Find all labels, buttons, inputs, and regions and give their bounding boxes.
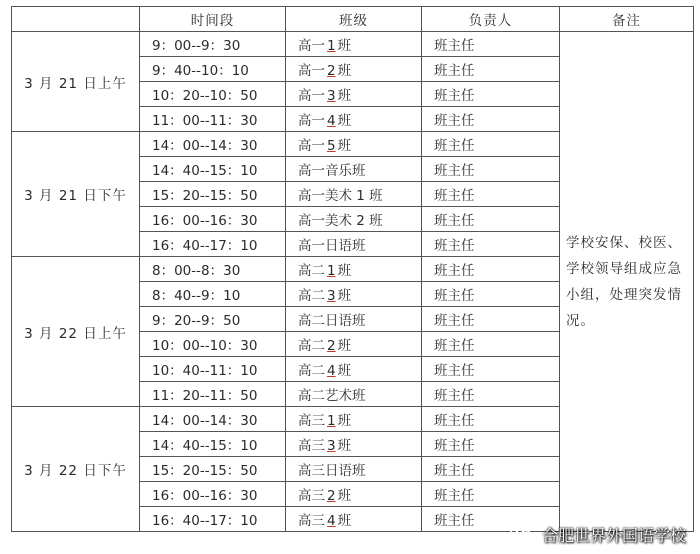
class-cell — [286, 382, 422, 407]
date-cell: 3 月 22 日下午 — [12, 407, 140, 532]
class-suffix: 班 — [337, 263, 352, 279]
time-cell: 16：40--17：10 — [140, 232, 286, 257]
class-grade: 高二日语班 — [298, 313, 366, 329]
class-grade: 高一 — [298, 38, 325, 54]
class-number: 3 — [327, 438, 336, 454]
time-cell: 14：40--15：10 — [140, 432, 286, 457]
note-cell: 学校安保、校医、学校领导组成应急小组，处理突发情况。 — [560, 32, 694, 532]
time-cell: 10：40--11：10 — [140, 357, 286, 382]
class-cell — [286, 57, 422, 82]
class-grade: 高二 — [298, 288, 325, 304]
class-grade: 高一日语班 — [298, 238, 366, 254]
class-cell — [286, 482, 422, 507]
class-number: 3 — [327, 288, 336, 304]
class-number: 4 — [327, 513, 336, 529]
watermark — [510, 523, 686, 546]
class-cell — [286, 257, 422, 282]
class-cell — [286, 332, 422, 357]
class-suffix: 班 — [337, 438, 352, 454]
class-grade: 高二 — [298, 363, 325, 379]
class-suffix: 班 — [337, 138, 352, 154]
class-cell — [286, 82, 422, 107]
class-suffix: 班 — [337, 63, 352, 79]
class-grade: 高三 — [298, 488, 325, 504]
wechat-icon — [510, 524, 536, 546]
owner-cell: 班主任 — [422, 307, 560, 332]
class-number: 2 — [327, 488, 336, 504]
class-grade: 高三日语班 — [298, 463, 366, 479]
class-number: 4 — [327, 363, 336, 379]
time-cell: 9：20--9：50 — [140, 307, 286, 332]
class-grade: 高二 — [298, 338, 325, 354]
owner-cell: 班主任 — [422, 107, 560, 132]
class-cell — [286, 407, 422, 432]
class-cell — [286, 282, 422, 307]
time-cell: 11：20--11：50 — [140, 382, 286, 407]
class-grade: 高一 — [298, 88, 325, 104]
class-grade: 高三 — [298, 513, 325, 529]
schedule-table — [11, 6, 694, 532]
time-cell: 16：00--16：30 — [140, 482, 286, 507]
owner-cell: 班主任 — [422, 432, 560, 457]
date-cell: 3 月 21 日上午 — [12, 32, 140, 132]
class-grade: 高一音乐班 — [298, 163, 366, 179]
owner-cell: 班主任 — [422, 482, 560, 507]
class-cell — [286, 182, 422, 207]
owner-cell: 班主任 — [422, 282, 560, 307]
class-grade: 高一 — [298, 63, 325, 79]
owner-cell: 班主任 — [422, 382, 560, 407]
class-cell — [286, 107, 422, 132]
class-suffix: 班 — [337, 363, 352, 379]
class-grade: 高二 — [298, 263, 325, 279]
class-suffix: 班 — [337, 413, 352, 429]
date-cell: 3 月 22 日上午 — [12, 257, 140, 407]
owner-cell: 班主任 — [422, 407, 560, 432]
owner-cell: 班主任 — [422, 332, 560, 357]
class-number: 2 — [327, 338, 336, 354]
owner-cell: 班主任 — [422, 57, 560, 82]
class-cell — [286, 457, 422, 482]
time-cell: 8：40--9：10 — [140, 282, 286, 307]
class-suffix: 班 — [337, 88, 352, 104]
owner-cell: 班主任 — [422, 257, 560, 282]
class-cell — [286, 32, 422, 57]
class-suffix: 班 — [337, 288, 352, 304]
class-number: 1 — [327, 263, 336, 279]
class-number: 1 — [327, 413, 336, 429]
schedule-body — [12, 32, 694, 532]
time-cell: 10：00--10：30 — [140, 332, 286, 357]
header-date — [12, 7, 140, 32]
time-cell: 16：40--17：10 — [140, 507, 286, 532]
class-grade: 高三 — [298, 413, 325, 429]
class-cell — [286, 157, 422, 182]
class-suffix: 班 — [337, 38, 352, 54]
owner-cell: 班主任 — [422, 82, 560, 107]
header-row — [12, 7, 694, 32]
header-note: 备注 — [560, 7, 694, 32]
time-cell: 14：00--14：30 — [140, 132, 286, 157]
owner-cell: 班主任 — [422, 132, 560, 157]
class-grade: 高二艺术班 — [298, 388, 366, 404]
owner-cell: 班主任 — [422, 182, 560, 207]
class-cell — [286, 357, 422, 382]
date-cell: 3 月 21 日下午 — [12, 132, 140, 257]
time-cell: 14：00--14：30 — [140, 407, 286, 432]
owner-cell: 班主任 — [422, 32, 560, 57]
owner-cell: 班主任 — [422, 457, 560, 482]
class-suffix: 班 — [337, 513, 352, 529]
class-cell — [286, 432, 422, 457]
class-number: 2 — [327, 63, 336, 79]
watermark-text: 合肥世界外国语学校 — [541, 526, 686, 545]
owner-cell: 班主任 — [422, 357, 560, 382]
class-cell — [286, 507, 422, 532]
class-suffix: 班 — [337, 113, 352, 129]
time-cell: 15：20--15：50 — [140, 457, 286, 482]
class-cell — [286, 232, 422, 257]
class-number: 5 — [327, 138, 336, 154]
class-suffix: 班 — [337, 488, 352, 504]
class-grade: 高一美术 2 班 — [298, 213, 383, 229]
owner-cell: 班主任 — [422, 157, 560, 182]
time-cell: 9：40--10：10 — [140, 57, 286, 82]
time-cell: 16：00--16：30 — [140, 207, 286, 232]
time-cell: 14：40--15：10 — [140, 157, 286, 182]
class-cell — [286, 132, 422, 157]
class-number: 4 — [327, 113, 336, 129]
class-number: 3 — [327, 88, 336, 104]
time-cell: 11：00--11：30 — [140, 107, 286, 132]
owner-cell: 班主任 — [422, 232, 560, 257]
class-grade: 高一美术 1 班 — [298, 188, 383, 204]
header-owner: 负责人 — [422, 7, 560, 32]
time-cell: 8：00--8：30 — [140, 257, 286, 282]
header-time: 时间段 — [140, 7, 286, 32]
class-number: 1 — [327, 38, 336, 54]
class-suffix: 班 — [337, 338, 352, 354]
class-cell — [286, 307, 422, 332]
class-cell — [286, 207, 422, 232]
owner-cell: 班主任 — [422, 507, 560, 532]
class-grade: 高一 — [298, 138, 325, 154]
header-class: 班级 — [286, 7, 422, 32]
table-row — [12, 32, 694, 57]
class-grade: 高一 — [298, 113, 325, 129]
time-cell: 15：20--15：50 — [140, 182, 286, 207]
owner-cell: 班主任 — [422, 207, 560, 232]
class-grade: 高三 — [298, 438, 325, 454]
time-cell: 10：20--10：50 — [140, 82, 286, 107]
time-cell: 9：00--9：30 — [140, 32, 286, 57]
